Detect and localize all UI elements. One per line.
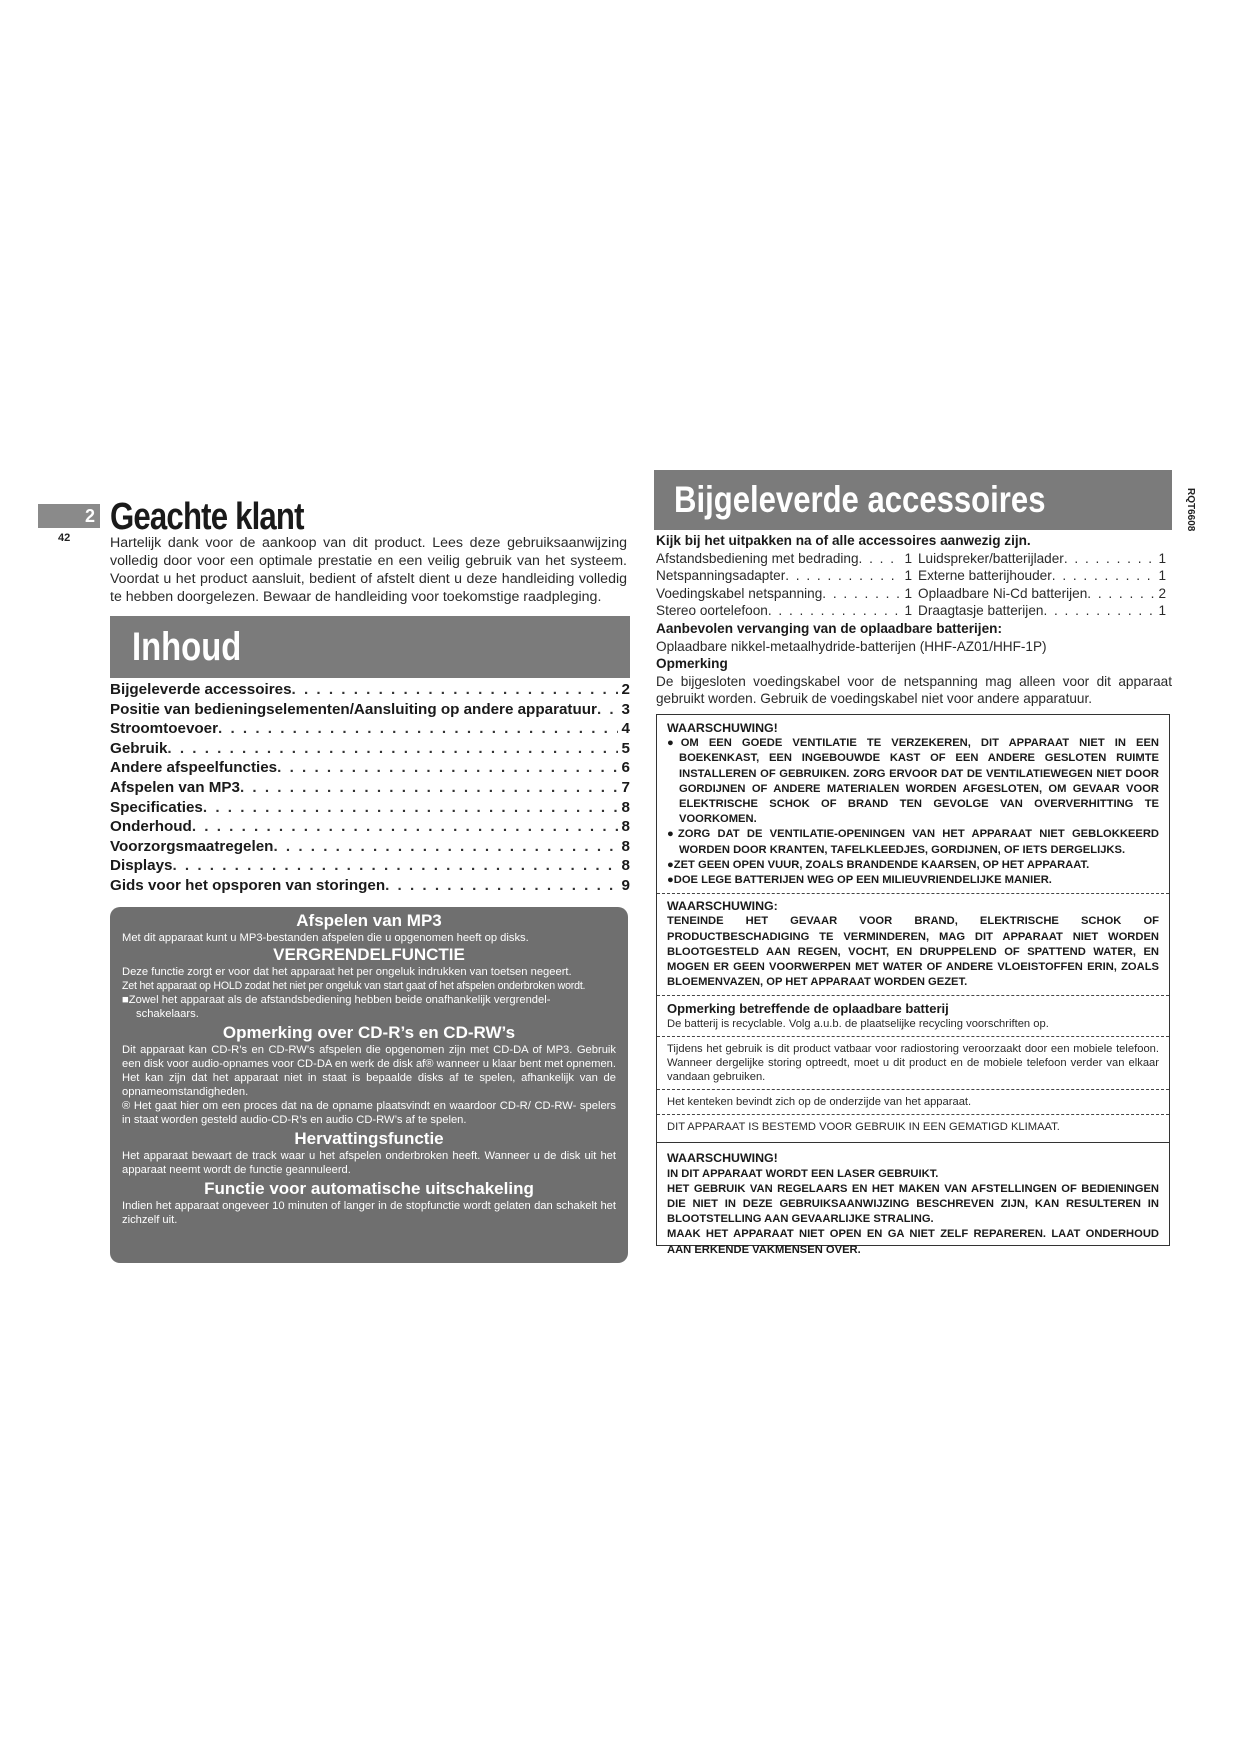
toc-item[interactable] xyxy=(110,680,630,700)
toc-item-title: Gebruik xyxy=(110,739,168,757)
note-heading: Opmerking xyxy=(656,656,728,672)
list-item xyxy=(656,550,918,568)
divider xyxy=(657,1089,1169,1090)
accessories-list xyxy=(656,550,1172,620)
toc-item-title: Onderhoud xyxy=(110,818,192,836)
toc-item-title: Displays xyxy=(110,857,173,875)
toc-item-page: 5 xyxy=(621,739,630,757)
toc-item-title: Bijgeleverde accessoires xyxy=(110,681,292,698)
warning-vents-blocked: ●ZORG DAT DE VENTILATIE-OPENINGEN VAN HET APPARAAT NIET GEBLOKKEERD WORDEN DOOR KRANTEN, TAFELKLEEDJES, GORDIJNEN, OF IETS DERGELIJKS. xyxy=(667,828,1159,856)
toc-item-title: Stroomtoevoer xyxy=(110,720,219,738)
cdr-heading: Opmerking over CD-R’s en CD-RW’s xyxy=(222,1023,516,1042)
warning-batteries: ●DOE LEGE BATTERIJEN WEG OP EEN MILIEUVRIENDELIJKE MANIER. xyxy=(667,874,1052,887)
warnings-box xyxy=(656,714,1170,1256)
cdr-text: Dit apparaat kan CD-R’s en CD-RW’s afspelen die opgenomen zijn met CD-DA of MP3. Gebruik een disk voor audio-opnames voor CD-DA en werk de disk af® wanneer u klaar bent met opnemen. Het kan zijn dat het apparaat niet in staat is bepaalde disks af te spelen, afhankelijk van de opnameomstandigheden. xyxy=(122,1044,616,1098)
item-qty: 1 xyxy=(1158,568,1166,584)
replacement-text: Oplaadbare nikkel-metaalhydride-batterijen (HHF-AZ01/HHF-1P) xyxy=(656,638,1047,654)
divider xyxy=(657,893,1169,894)
laser-warning-heading: WAARSCHUWING! xyxy=(667,1151,778,1166)
warning-heading-2: WAARSCHUWING: xyxy=(667,899,778,914)
item-name: Netspanningsadapter xyxy=(656,568,786,584)
lock-remote-text-cont: schakelaars. xyxy=(136,1008,199,1020)
item-name: Afstandsbediening met bedrading xyxy=(656,550,859,566)
lock-remote-text: ■Zowel het apparaat als de afstandsbediening hebben beide onafhankelijk vergrendel- xyxy=(122,994,551,1006)
warning-open-fire: ●ZET GEEN OPEN VUUR, ZOALS BRANDENDE KAARSEN, OP HET APPARAAT. xyxy=(667,858,1090,871)
toc-item-page: 6 xyxy=(621,759,630,777)
item-qty: 1 xyxy=(904,568,912,584)
cdr-footnote: ® Het gaat hier om een proces dat na de opname plaatsvindt en waardoor CD-R/ CD-RW- spelers in staat worden gesteld audio-CD-R’s en audio CD-RW’s af te spelen. xyxy=(122,1100,616,1126)
divider xyxy=(657,1142,1169,1143)
toc-item[interactable] xyxy=(110,739,630,759)
item-qty: 1 xyxy=(904,585,912,601)
toc-item[interactable] xyxy=(110,876,630,896)
replacement-heading: Aanbevolen vervanging van de oplaadbare batterijen: xyxy=(656,620,1002,636)
item-qty: 1 xyxy=(904,603,912,619)
note-text: De bijgesloten voedingskabel voor de netspanning mag alleen voor dit apparaat gebruikt worden. Gebruik de voedingskabel niet voor andere apparatuur. xyxy=(656,673,1172,707)
item-name: Draagtasje batterijen xyxy=(918,603,1044,619)
intro-paragraph: Hartelijk dank voor de aankoop van dit product. Lees deze gebruiksaanwijzing volledig door voor een optimale prestatie en een veilig gebruik van het systeem. Voordat u het product aansluit, bedient of afstelt dient u deze handleiding volledig te hebben doorgelezen. Bewaar de handleiding voor toekomstige raadpleging. xyxy=(110,535,627,605)
auto-off-heading: Functie voor automatische uitschakeling xyxy=(204,1179,534,1198)
toc-item-title: Positie van bedieningselementen/Aansluiting op andere apparatuur xyxy=(110,700,597,718)
lock-text: Deze functie zorgt er voor dat het apparaat het per ongeluk indrukken van toetsen negeert. xyxy=(122,966,572,978)
list-item xyxy=(656,567,918,585)
item-qty: 1 xyxy=(904,550,912,566)
toc-item-page: 8 xyxy=(621,818,630,836)
item-name: Stereo oortelefoon xyxy=(656,603,768,619)
contents-banner xyxy=(110,616,630,678)
toc-item-page: 8 xyxy=(621,798,630,816)
resume-heading: Hervattingsfunctie xyxy=(294,1129,444,1148)
climate-text: DIT APPARAAT IS BESTEMD VOOR GEBRUIK IN EEN GEMATIGD KLIMAAT. xyxy=(667,1121,1060,1134)
toc-item-page: 3 xyxy=(621,700,630,718)
laser-warning-line-2: HET GEBRUIK VAN REGELAARS EN HET MAKEN VAN AFSTELLINGEN OF BEDIENINGEN DIE NIET IN DEZE GEBRUIKSAANWIJZING BESCHREVEN ZIJN, KAN RESULTEREN IN BLOOTSTELLING AAN GEVAARLIJKE STRALING. xyxy=(667,1182,1159,1226)
item-qty: 1 xyxy=(1158,603,1166,619)
toc-item[interactable] xyxy=(110,778,630,798)
list-item xyxy=(918,602,1172,620)
page-number: 2 xyxy=(84,506,95,526)
laser-warning-line-3: MAAK HET APPARAAT NIET OPEN EN GA NIET ZELF REPAREREN. LAAT ONDERHOUD AAN ERKENDE VAKMENSEN OVER. xyxy=(667,1228,1159,1256)
mp3-heading: Afspelen van MP3 xyxy=(296,911,442,930)
item-name: Voedingskabel netspanning xyxy=(656,585,823,601)
list-item xyxy=(656,585,918,603)
item-name: Externe batterijhouder xyxy=(918,568,1052,584)
warning-heading: WAARSCHUWING! xyxy=(667,721,778,735)
toc-item-page: 8 xyxy=(621,837,630,855)
lock-hold-text: Zet het apparaat op HOLD zodat het niet per ongeluk van start gaat of het afspelen onderbroken wordt. xyxy=(122,980,586,992)
list-item xyxy=(918,567,1172,585)
page-number-box xyxy=(38,504,100,528)
lock-heading: VERGRENDELFUNCTIE xyxy=(273,945,465,964)
label-location-text: Het kenteken bevindt zich op de onderzijde van het apparaat. xyxy=(667,1096,972,1109)
toc-item[interactable] xyxy=(110,817,630,837)
radio-interference-text: Tijdens het gebruik is dit product vatbaar voor radiostoring veroorzaakt door een mobiele telefoon. Wanneer dergelijke storing optreedt, moet u dit product en de mobiele telefoon verder van elkaar vandaan gebruiken. xyxy=(667,1043,1159,1084)
toc-item[interactable] xyxy=(110,700,630,720)
warning-water: TENEINDE HET GEVAAR VOOR BRAND, ELEKTRISCHE SCHOK OF PRODUCTBESCHADIGING TE VERMINDEREN, MAG DIT APPARAAT NIET WORDEN BLOOTGESTELD AAN REGEN, VOCHT, EN DRUPPELEND OF SPATTEND WATER, EN MOGEN ER GEEN VOORWERPEN MET WATER OF ANDERE VLOEISTOFFEN ERIN, ZOALS BLOEMENVAZEN, OP HET APPARAAT WORDEN GEZET. xyxy=(667,915,1159,989)
toc-item-title: Andere afspeelfuncties xyxy=(110,759,278,777)
toc-item-page: 4 xyxy=(621,720,630,738)
mp3-text: Met dit apparaat kunt u MP3-bestanden afspelen die u opgenomen heeft op disks. xyxy=(122,932,529,944)
table-of-contents xyxy=(110,680,630,896)
toc-item-title: Afspelen van MP3 xyxy=(110,778,240,796)
item-qty: 1 xyxy=(1158,550,1166,566)
toc-item-page: 8 xyxy=(621,857,630,875)
toc-item-page: 2 xyxy=(621,681,630,698)
accessories-section xyxy=(656,532,1172,708)
item-name: Oplaadbare Ni-Cd batterijen xyxy=(918,585,1088,601)
check-heading: Kijk bij het uitpakken na of alle accessoires aanwezig zijn. xyxy=(656,533,1031,548)
toc-item[interactable] xyxy=(110,758,630,778)
toc-item[interactable] xyxy=(110,719,630,739)
page-title: Geachte klant xyxy=(110,496,304,538)
battery-note-heading: Opmerking betreffende de oplaadbare batterij xyxy=(667,1001,949,1017)
toc-item-title: Specificaties xyxy=(110,798,203,816)
item-name: Luidspreker/batterijlader xyxy=(918,550,1064,566)
laser-warning-line-1: IN DIT APPARAAT WORDT EEN LASER GEBRUIKT. xyxy=(667,1167,939,1180)
toc-item-page: 7 xyxy=(621,778,630,796)
toc-item-page: 9 xyxy=(621,876,630,894)
document-code: RQT6608 xyxy=(1185,488,1196,532)
page-number-small: 42 xyxy=(58,532,71,544)
divider xyxy=(657,1036,1169,1037)
list-item xyxy=(918,585,1172,603)
toc-item-title: Gids voor het opsporen van storingen xyxy=(110,876,386,894)
accessories-banner xyxy=(654,470,1172,530)
divider xyxy=(657,1114,1169,1115)
battery-note-text: De batterij is recyclable. Volg a.u.b. de plaatselijke recycling voorschriften op. xyxy=(667,1018,1049,1031)
toc-item[interactable] xyxy=(110,837,630,857)
list-item xyxy=(918,550,1172,568)
list-item xyxy=(656,602,918,620)
contents-title: Inhoud xyxy=(132,625,242,669)
features-info-box xyxy=(110,907,628,1263)
resume-text: Het apparaat bewaart de track waar u het afspelen onderbroken heeft. Wanneer u de disk uit het apparaat neemt wordt de functie geannuleerd. xyxy=(122,1150,616,1176)
toc-item-title: Voorzorgsmaatregelen xyxy=(110,837,274,855)
auto-off-text: Indien het apparaat ongeveer 10 minuten of langer in de stopfunctie wordt gelaten dan schakelt het zichzelf uit. xyxy=(122,1200,616,1226)
toc-item[interactable] xyxy=(110,798,630,818)
warning-ventilation: ●OM EEN GOEDE VENTILATIE TE VERZEKEREN, DIT APPARAAT NIET IN EEN BOEKENKAST, EEN INGEBOUWDE KAST OF EEN ANDERE GESLOTEN RUIMTE INSTALLEREN OF GEBRUIKEN. ZORG ERVOOR DAT DE VENTILATIEWEGEN NIET DOOR GORDIJNEN OF ANDERE MATERIALEN WORDEN AFGESLOTEN, OM GEVAAR VOOR ELEKTRISCHE SCHOK OF BRAND TEN GEVOLGE VAN OVERVERHITTING TE VOORKOMEN. xyxy=(667,737,1159,826)
divider xyxy=(657,995,1169,996)
item-qty: 2 xyxy=(1158,585,1166,601)
toc-item[interactable] xyxy=(110,856,630,876)
accessories-title: Bijgeleverde accessoires xyxy=(674,479,1046,520)
